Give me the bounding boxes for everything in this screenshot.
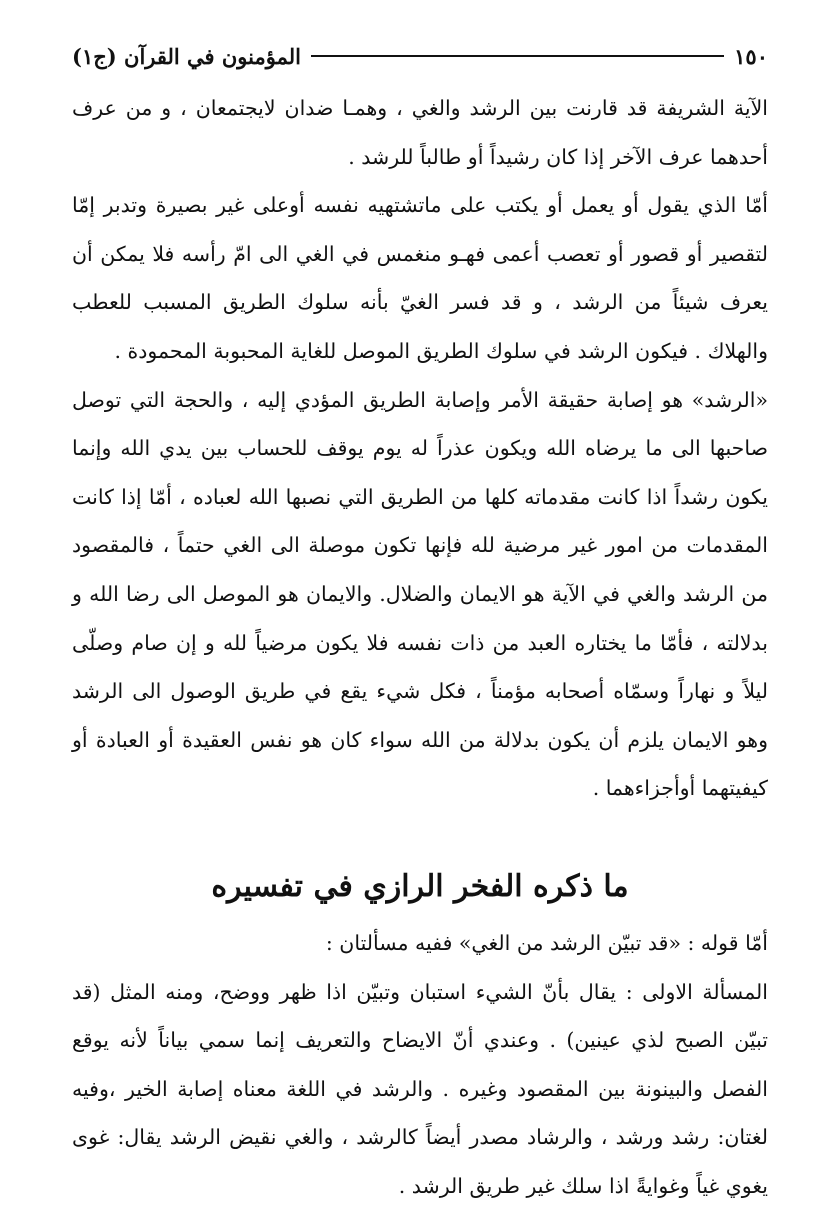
page-header [72,28,768,84]
header-rule [311,55,724,57]
paragraph: أمّا قوله : «قد تبيّن الرشد من الغي» ففيه مسألتان : [325,930,768,955]
section-heading: ما ذكره الفخر الرازي في تفسيره [211,868,629,904]
running-title: المؤمنون في القرآن (ج١) [72,43,301,69]
body-text-top [72,84,768,813]
book-page [72,28,768,1210]
page-number: ١٥٠ [734,43,768,69]
paragraph: «الرشد» هو إصابة حقيقة الأمر وإصابة الطريق المؤدي إليه ، والحجة التي توصل صاحبها الى ما يرضاه الله ويكون عذراً له يوم يوقف للحساب بين يدي الله وإنما يكون رشداً اذا كانت مقدماته كلها من الطريق التي نصبها الله لعباده ، أمّا إذا كانت المقدمات من امور غير مرضية لله فإنها تكون موصلة الى الغي حتماً ، فالمقصود من الرشد والغي في الآية هو الايمان والضلال. والايمان هو الموصل الى رضا الله و بدلالته ، فأمّا ما يختاره العبد من ذات نفسه فلا يكون مرضياً لله و إن صام وصلّى ليلاً و نهاراً وسمّاه أصحابه مؤمناً ، فكل شيء يقع في طريق الوصول الى الرشد وهو الايمان يلزم أن يكون بدلالة من الله سواء كان هو نفس العقيدة أو العبادة أو كيفيتهما أوأجزاءهما . [72,387,768,801]
paragraph: أمّا الذي يقول أو يعمل أو يكتب على ماتشتهيه نفسه أوعلى غير بصيرة وتدبر إمّا لتقصير أو قصور أو تعصب أعمى فهـو منغمس في الغي الى امّ رأسه فلا يمكن أن يعرف شيئاً من الرشد ، و قد فسر الغيّ بأنه سلوك الطريق المسبب للعطب والهلاك . فيكون الرشد في سلوك الطريق الموصل للغاية المحبوبة المحمودة . [72,193,768,363]
paragraph: الآية الشريفة قد قارنت بين الرشد والغي ، وهمـا ضدان لايجتمعان ، و من عرف أحدهما عرف الآخر إذا كان رشيداً أو طالباً للرشد . [72,96,768,169]
paragraph: المسألة الاولى : يقال بأنّ الشيء استبان وتبيّن اذا ظهر ووضح، ومنه المثل (قد تبيّن الصبح لذي عينين) . وعندي أنّ الايضاح والتعريف إنما سمي بياناً لأنه يوقع الفصل والبينونة بين المقصود وغيره . والرشد في اللغة معناه إصابة الخير ،وفيه لغتان: رشد ورشد ، والرشاد مصدر أيضاً كالرشد ، والغي نقيض الرشد يقال: غوى يغوي غياً وغوايةً اذا سلك غير طريق الرشد . [72,979,768,1198]
body-text-bottom [72,919,768,1211]
